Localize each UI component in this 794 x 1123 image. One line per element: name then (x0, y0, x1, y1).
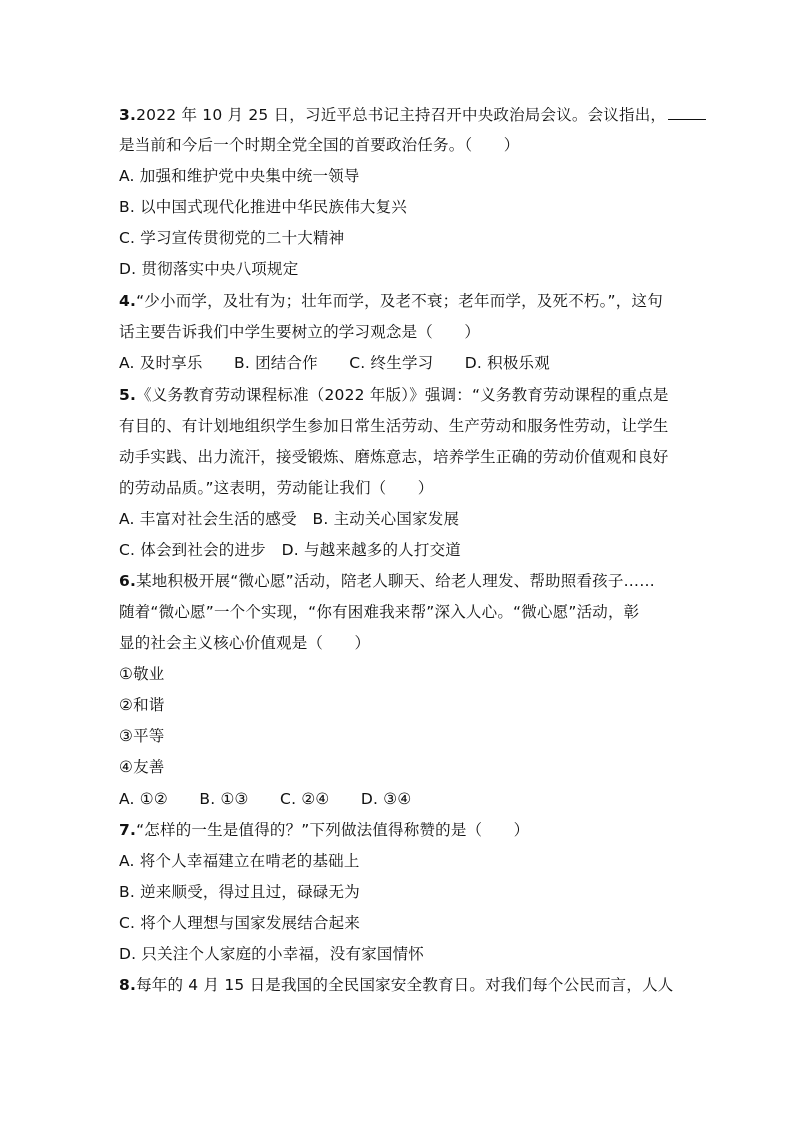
q6-stem-line-2: 随着“微心愿”一个个实现，“你有困难我来帮”深入人心。“微心愿”活动，彰 (119, 603, 640, 621)
q3-answer-blank (668, 105, 706, 120)
q6-number: 6. (119, 572, 137, 590)
q5-stem-line-3: 动手实践、出力流汗，接受锻炼、磨炼意志，培养学生正确的劳动价值观和良好 (119, 448, 669, 466)
q5-stem-line-2: 有目的、有计划地组织学生参加日常生活劳动、生产劳动和服务性劳动，让学生 (119, 417, 669, 435)
q6-item-3: ③平等 (119, 727, 165, 745)
q6-item-1: ①敬业 (119, 665, 165, 683)
q3-stem-text: 2022 年 10 月 25 日，习近平总书记主持召开中央政治局会议。会议指出， (136, 106, 667, 124)
q3-stem-line-1 (119, 105, 679, 125)
q6-stem-line-1 (119, 571, 679, 591)
q6-stem-line-3: 显的社会主义核心价值观是（ ） (119, 634, 371, 652)
q7-option-d: D. 只关注个人家庭的小幸福，没有家国情怀 (119, 945, 424, 963)
q4-stem-line-2: 话主要告诉我们中学生要树立的学习观念是（ ） (119, 323, 481, 341)
q3-option-c: C. 学习宣传贯彻党的二十大精神 (119, 229, 345, 247)
q8-stem-text: 每年的 4 月 15 日是我国的全民国家安全教育日。对我们每个公民而言，人人 (136, 976, 674, 994)
q3-option-d: D. 贯彻落实中央八项规定 (119, 260, 299, 278)
q8-number: 8. (119, 976, 137, 994)
q6-stem-text: 某地积极开展“微心愿”活动，陪老人聊天、给老人理发、帮助照看孩子…… (136, 572, 655, 590)
q3-option-b: B. 以中国式现代化推进中华民族伟大复兴 (119, 198, 407, 216)
q6-options: A. ①② B. ①③ C. ②④ D. ③④ (119, 790, 412, 808)
q4-stem-text: “少小而学，及壮有为；壮年而学，及老不衰；老年而学，及死不朽。”，这句 (136, 292, 663, 310)
q7-stem-text: “怎样的一生是值得的？”下列做法值得称赞的是（ ） (136, 821, 530, 839)
q5-stem-text: 《义务教育劳动课程标准（2022 年版）》强调：“义务教育劳动课程的重点是 (136, 386, 669, 404)
q6-item-2: ②和谐 (119, 696, 165, 714)
q6-item-4: ④友善 (119, 758, 165, 776)
q3-number: 3. (119, 106, 137, 124)
q7-number: 7. (119, 821, 137, 839)
q5-stem-line-1 (119, 385, 679, 405)
q7-option-b: B. 逆来顺受，得过且过，碌碌无为 (119, 883, 360, 901)
q7-option-c: C. 将个人理想与国家发展结合起来 (119, 914, 361, 932)
q4-stem-line-1 (119, 291, 679, 311)
q5-stem-line-4: 的劳动品质。”这表明，劳动能让我们（ ） (119, 479, 434, 497)
q5-options-line-2: C. 体会到社会的进步 D. 与越来越多的人打交道 (119, 541, 461, 559)
q5-options-line-1: A. 丰富对社会生活的感受 B. 主动关心国家发展 (119, 510, 460, 528)
q3-option-a: A. 加强和维护党中央集中统一领导 (119, 167, 360, 185)
q5-number: 5. (119, 386, 137, 404)
q4-number: 4. (119, 292, 137, 310)
q7-option-a: A. 将个人幸福建立在啃老的基础上 (119, 852, 360, 870)
q3-stem-line-2: 是当前和今后一个时期全党全国的首要政治任务。（ ） (119, 136, 520, 154)
q7-stem-line-1 (119, 820, 679, 840)
q4-options: A. 及时享乐 B. 团结合作 C. 终生学习 D. 积极乐观 (119, 354, 550, 372)
q8-stem-line-1 (119, 975, 679, 995)
